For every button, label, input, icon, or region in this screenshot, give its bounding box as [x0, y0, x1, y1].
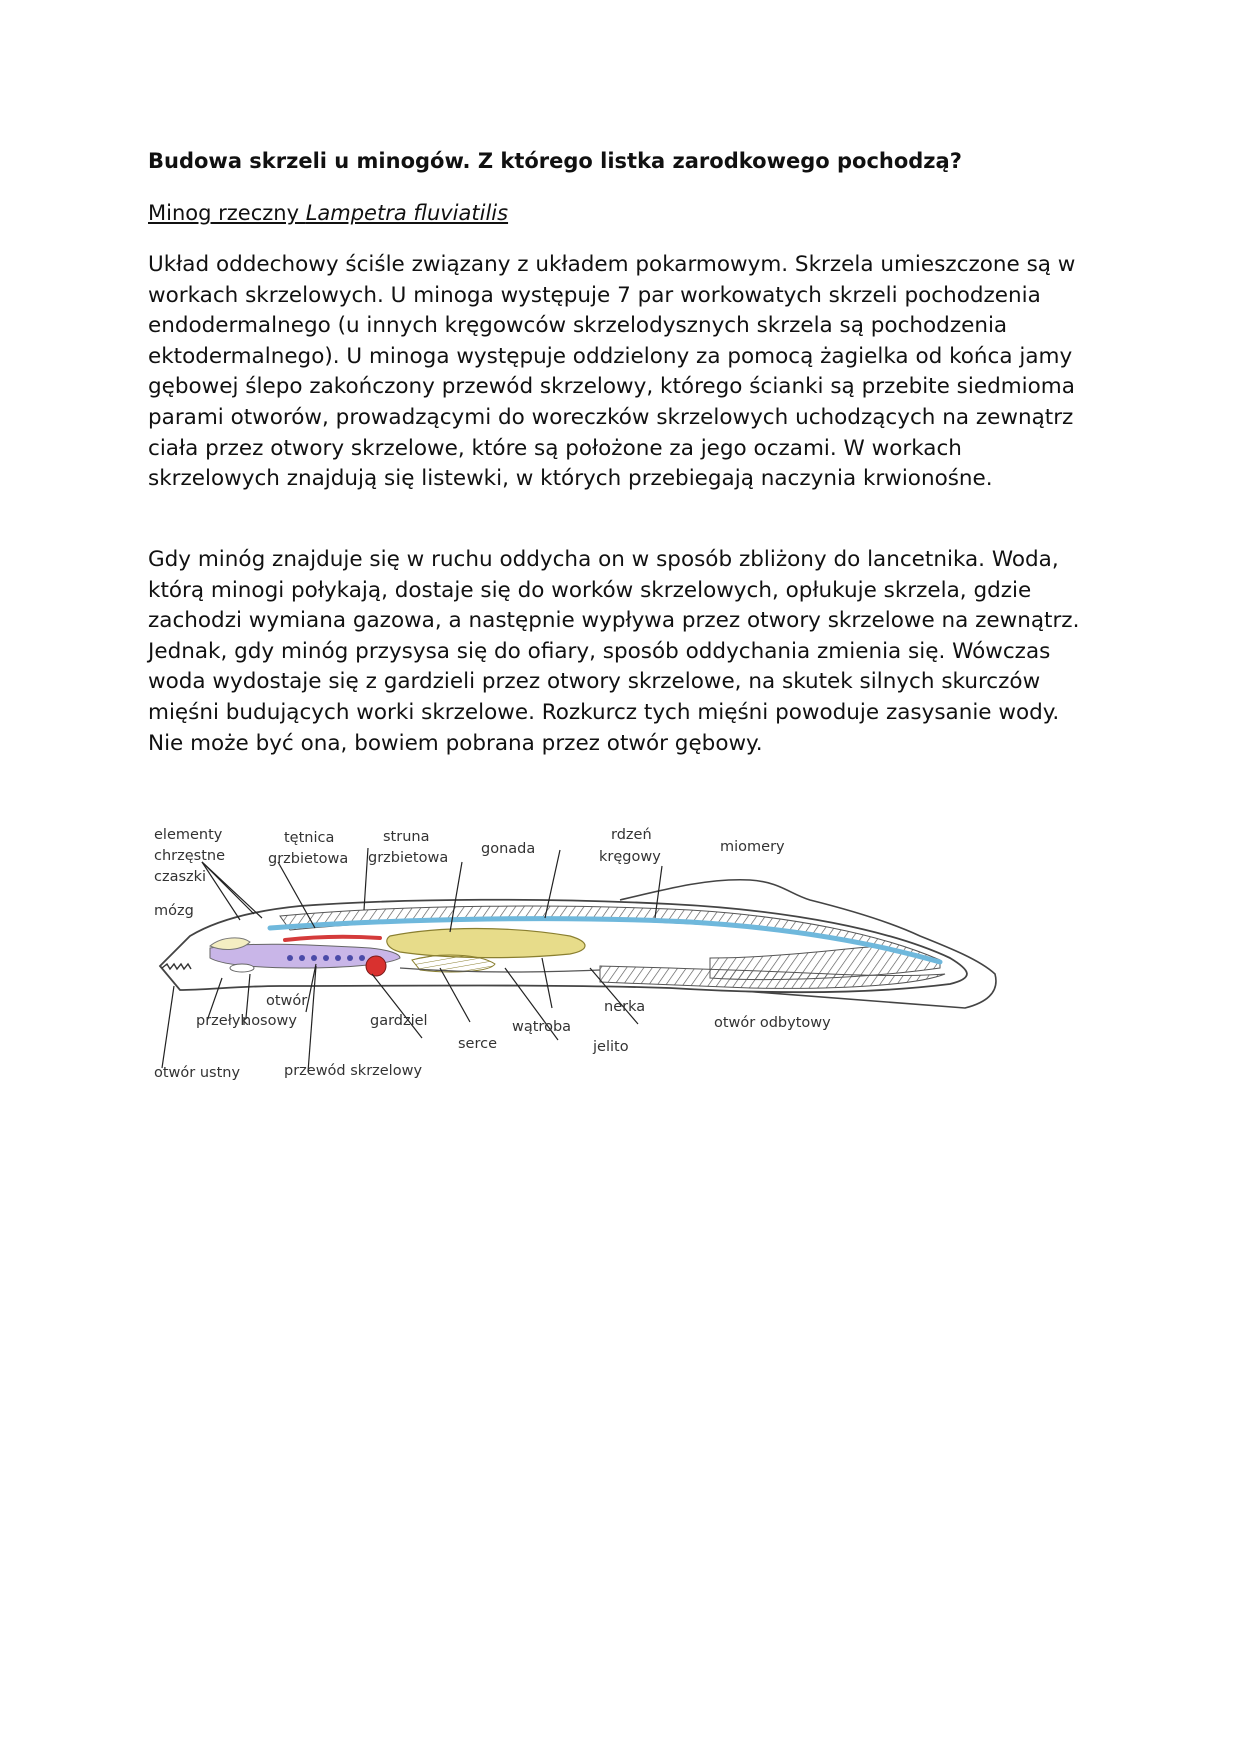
paragraph-respiratory-system: Układ oddechowy ściśle związany z układem pokarmowym. Skrzela umieszczone są w workach skrzelowych. U minoga występuje 7 par workowatych skrzeli pochodzenia endodermalnego (u innych kręgowców skrzelodysznych skrzela są pochodzenia ektodermalnego). U minoga występuje oddzielony za pomocą żagielka od końca jamy gębowej ślepo zakończony przewód skrzelowy, którego ścianki są przebite siedmioma parami otworów, prowadzącymi do woreczków skrzelowych uchodzących na zewnątrz ciała przez otwory skrzelowe, które są położone za jego oczami. W workach skrzelowych znajdują się listewki, w których przebiegają naczynia krwionośne. [148, 252, 1076, 492]
subtitle [148, 198, 508, 228]
label-elementy-2: chrzęstne [154, 848, 226, 864]
label-otwor-ustny: otwór ustny [154, 1065, 241, 1081]
label-struna-2: grzbietowa [368, 850, 449, 866]
label-tetnica-1: tętnica [284, 830, 335, 846]
label-rdzen-1: rdzeń [611, 827, 652, 843]
heart-shape [366, 956, 386, 976]
label-watroba: wątroba [512, 1019, 572, 1035]
subtitle-latin-name: Lampetra fluviatilis [305, 201, 509, 225]
label-elementy-3: czaszki [154, 869, 207, 885]
paragraph-breathing-mechanism: Gdy minóg znajduje się w ruchu oddycha on w sposób zbliżony do lancetnika. Woda, którą minogi połykają, dostaje się do worków skrzelowych, opłukuje skrzela, gdzie zachodzi wymiana gazowa, a następnie wypływa przez otwory skrzelowe na zewnątrz. Jednak, gdy minóg przysysa się do ofiary, sposób oddychania zmienia się. Wówczas woda wydostaje się z gardzieli przez otwory skrzelowe, na skutek silnych skurczów mięśni budujących worki skrzelowe. Rozkurcz tych mięśni powoduje zasysanie wody. Nie może być ona, bowiem pobrana przez otwór gębowy. [148, 547, 1080, 756]
label-elementy-1: elementy [154, 827, 223, 843]
label-mozg: mózg [154, 903, 194, 919]
label-otwor-odbytowy: otwór odbytowy [714, 1015, 831, 1031]
label-rdzen-2: kręgowy [599, 849, 661, 865]
label-miomery: miomery [720, 839, 785, 855]
label-serce: serce [458, 1036, 498, 1052]
subtitle-prefix: Minog rzeczny [148, 201, 306, 225]
label-otwor-nosowy-1: otwór [266, 993, 308, 1009]
label-struna-1: struna [383, 829, 430, 845]
label-tetnica-2: grzbietowa [268, 851, 349, 867]
label-jelito: jelito [593, 1039, 629, 1055]
label-przewod-skrzelowy: przewód skrzelowy [284, 1063, 423, 1079]
eye-shape [230, 964, 254, 972]
label-przelyk: przełyk [196, 1013, 249, 1029]
label-nerka: nerka [604, 999, 646, 1015]
label-gardziel: gardziel [370, 1013, 428, 1029]
page-title: Budowa skrzeli u minogów. Z którego listka zarodkowego pochodzą? [148, 149, 962, 173]
lamprey-anatomy-diagram [150, 818, 1000, 1103]
label-otwor-nosowy-2: nosowy [242, 1013, 297, 1029]
lamprey-anatomy-svg [150, 818, 1000, 1103]
label-gonada: gonada [481, 841, 536, 857]
